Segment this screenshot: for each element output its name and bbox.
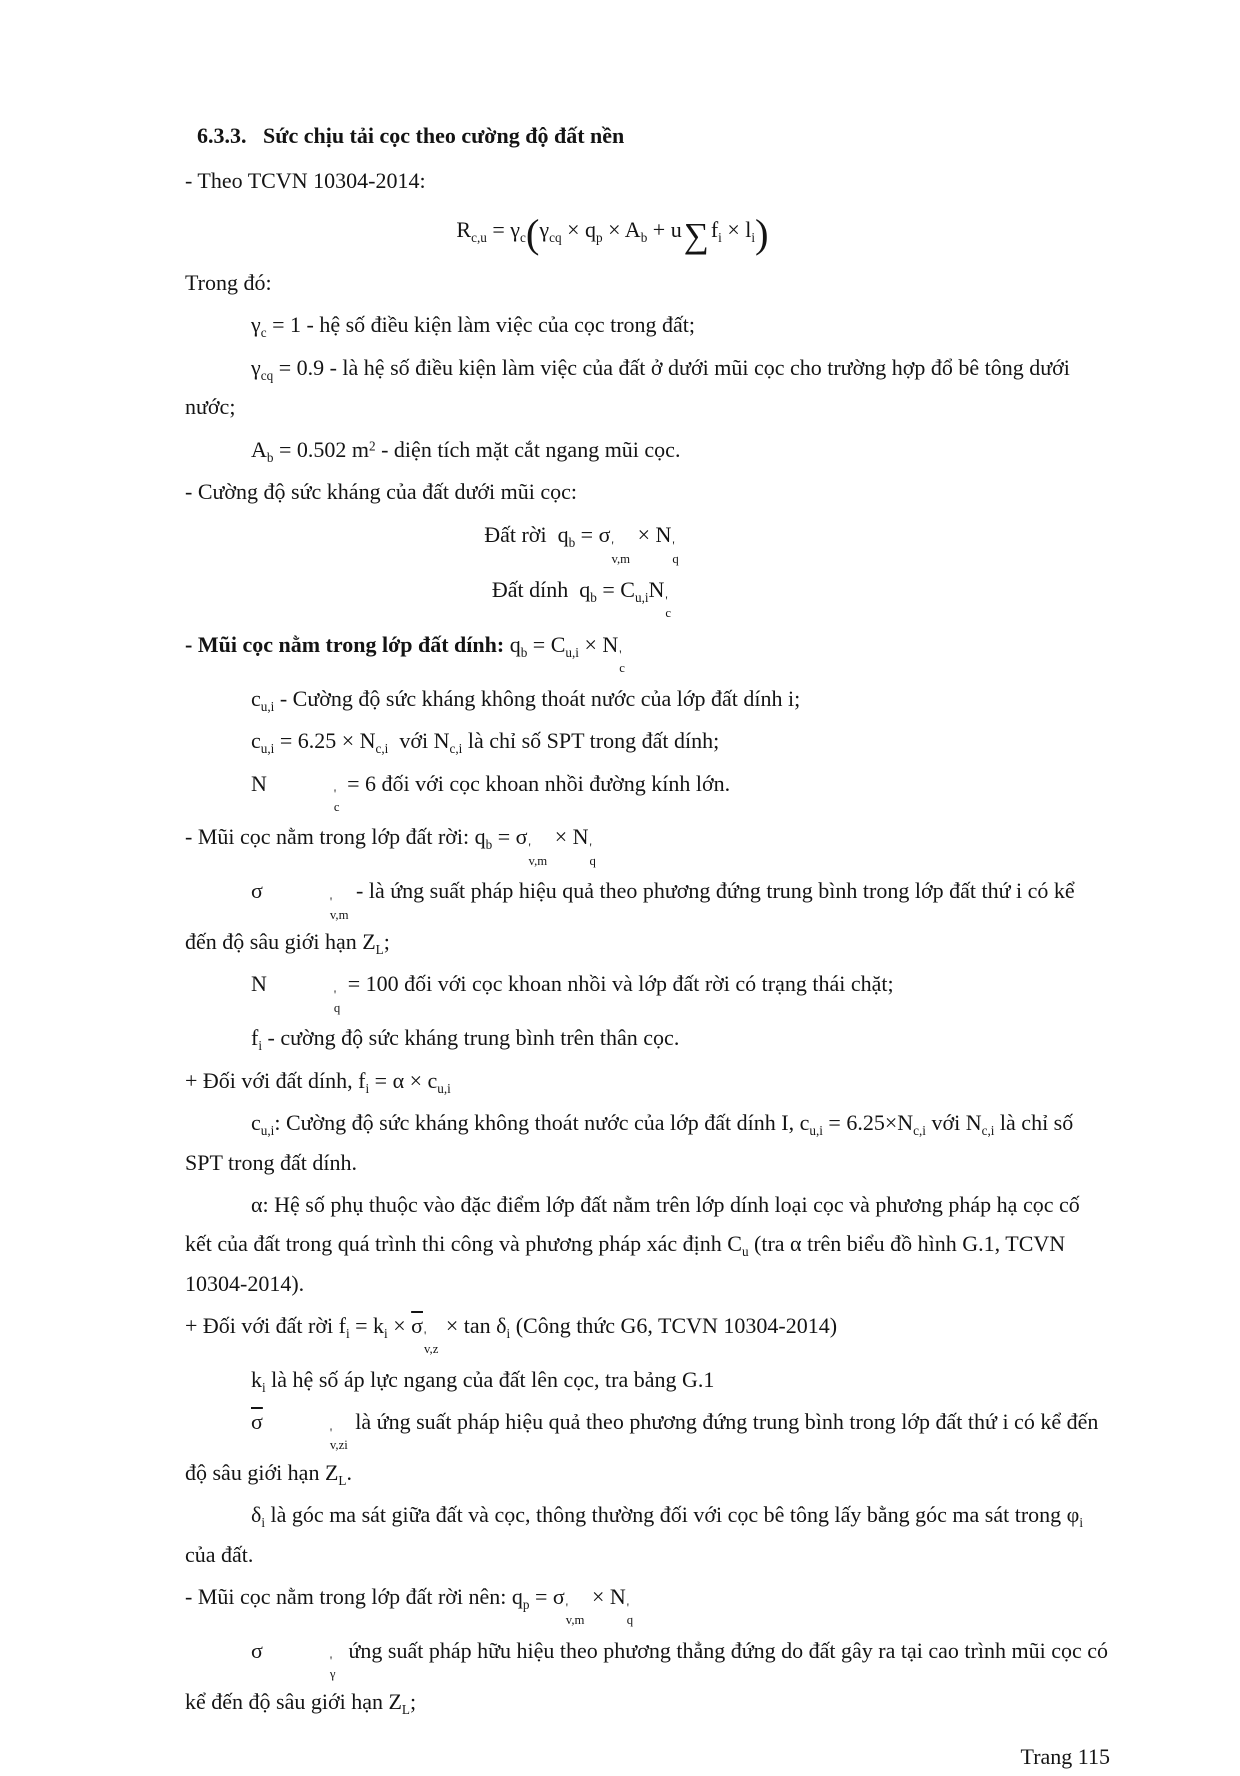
page-number: Trang 115 [1020,1744,1110,1770]
prime-subscript-stack: ' c [333,787,340,814]
prime-subscript-stack: ' v,m [329,894,349,922]
text-run: i [718,230,722,246]
text-run: i [1079,1515,1084,1531]
text-run: u,i [260,741,275,757]
page-footer [185,1737,1110,1776]
text-run: c,i [981,1123,995,1139]
text-run: = 1 - hệ số điều kiện làm việc của cọc trong đất; [266,312,696,338]
text-run: N [251,770,267,796]
formula-line [185,570,1110,621]
text-run: δ [251,1502,262,1528]
formula-line [185,515,1110,566]
text-run: là chỉ số SPT trong đất dính. [185,1110,1079,1175]
text-run: c,i [913,1123,926,1139]
prime-subscript-stack: ' v,m [611,538,631,566]
text-run: u,i [634,590,649,605]
text-run: ; [409,1688,417,1714]
text-run: = 0.502 m [273,436,370,462]
text-run: i [262,1379,266,1395]
text-line [185,430,1110,470]
text-run: - cường độ sức kháng trung bình trên thân cọc. [262,1025,680,1051]
text-run: c,i [375,741,389,757]
text-run: Đất dính [491,576,580,602]
text-run: cq [260,367,274,383]
document-body [185,116,1114,1721]
prime-subscript-stack: ' v,m [565,1600,585,1628]
text-run: : Cường độ sức kháng không thoát nước của lớp đất dính I, [274,1110,800,1136]
text-run: L [338,1472,347,1488]
text-run: là chỉ số SPT trong đất dính; [462,728,720,754]
text-run: c,i [449,741,463,757]
text-run: 2 [369,437,376,453]
text-run: f [251,1025,259,1051]
text-run: với N [925,1110,982,1136]
text-run: là ứng suất pháp hiệu quả theo phương đứng trung bình trong lớp đất thứ i có kể đến độ sâu giới hạn Z [185,1409,1104,1485]
text-run: L [401,1701,410,1717]
text-run: R [456,217,472,243]
text-run: p [522,1597,530,1613]
text-run: - diện tích mặt cắt ngang mũi cọc. [375,436,681,462]
text-line [185,625,1110,676]
text-run: c,u [471,230,487,246]
text-run: × l [721,217,752,243]
text-run: q [579,576,591,602]
text-run: - Cường độ sức kháng của đất dưới mũi cọc: [185,479,578,505]
text-line [185,161,1110,200]
text-run: k [251,1366,262,1392]
text-run: × N [578,631,619,657]
text-run: i [751,230,756,246]
text-run: u,i [565,644,579,660]
text-run: = C [527,631,566,657]
text-run: f [358,1067,366,1093]
text-run: A [251,436,267,462]
text-run: Trong đó: [185,270,272,296]
text-run: u,i [437,1080,451,1096]
text-run: - Theo TCVN 10304-2014: [185,168,426,194]
text-run: × tan δ [440,1312,507,1338]
prime-subscript-stack: ' q [589,841,596,868]
text-run: ; [383,928,390,954]
formula-line [185,210,1110,255]
prime-subscript-stack: ' q [333,988,341,1015]
text-run: ứng suất pháp hữu hiệu theo phương thẳng đứng do đất gây ra tại cao trình mũi cọc có kể đến độ sâu giới hạn Z [185,1637,1114,1714]
text-run: = σ [492,824,528,850]
text-line [185,1577,1110,1628]
text-run: ( [525,211,540,257]
text-run: = 0.9 - là hệ số điều kiện làm việc của đất ở dưới mũi cọc cho trường hợp đổ bê tông dưới nước; [185,354,1076,420]
text-run: γ [539,217,550,243]
text-line [185,348,1110,427]
text-run: + Đối với đất dính, [185,1067,359,1093]
prime-subscript-stack: ' c [619,648,625,676]
text-run: b [485,837,493,853]
text-run: 6.3.3. Sức chịu tải cọc theo cường độ đất nền [197,123,625,148]
text-run: cq [549,230,562,246]
text-run: $\overline{\sigma}$ [411,1312,423,1338]
text-run: - Mũi cọc nằm trong lớp đất rời nên: [185,1584,512,1610]
text-run: b [568,535,576,551]
text-line [185,1018,1110,1058]
text-run: (tra α trên biểu đồ hình G.1, TCVN 10304-2014). [185,1231,1071,1296]
text-run: = C [596,576,635,602]
text-line [185,1495,1110,1574]
text-line [185,305,1110,345]
text-run: i [506,1325,511,1341]
text-run: = 100 đối với cọc khoan nhồi và lớp đất rời có trạng thái chặt; [342,971,894,997]
text-run: c [251,1110,261,1136]
text-line [185,1185,1110,1303]
prime-subscript-stack: ' v,z [423,1329,439,1357]
text-run: = σ [575,522,611,548]
text-run: q [511,1584,523,1610]
text-run: - Mũi cọc nằm trong lớp đất dính: [185,631,510,657]
text-run: × N [586,1584,626,1610]
text-run: i [384,1325,388,1341]
text-run: × q [561,217,597,243]
text-run: + u [647,217,682,243]
text-run: × N [632,522,672,548]
text-run: = γ [486,217,520,243]
text-line [185,263,1110,302]
text-line [185,721,1110,761]
prime-subscript-stack: ' q [626,1600,634,1628]
text-run: $\overline{\sigma}$ [251,1409,263,1435]
text-run: u,i [260,1123,275,1139]
text-line [185,1306,1110,1357]
text-run: = 6.25×N [822,1110,914,1136]
text-run: - Cường độ sức kháng không thoát nước của lớp đất dính i; [274,685,801,711]
text-run: = k [349,1312,385,1338]
text-line [185,764,1110,815]
text-run: q [509,631,521,657]
text-line [185,817,1110,868]
text-run: α: Hệ số phụ thuộc vào đặc điểm lớp đất nằm trên lớp dính loại cọc và phương pháp hạ cọc cố kết của đất trong quá trình thi công và phương pháp xác định C [185,1191,1086,1257]
text-run: - là ứng suất pháp hiệu quả theo phương đứng trung bình trong lớp đất thứ i có kể đến độ sâu giới hạn Z [185,878,1081,954]
text-line [185,871,1110,961]
text-run: Đất rời [484,522,558,548]
text-run: b [590,590,597,605]
text-run: γ [251,312,261,338]
text-line [185,1061,1110,1101]
text-run: f [710,217,719,243]
text-run: i [345,1325,350,1341]
text-run: σ [251,1637,263,1663]
text-run: c [260,325,267,341]
prime-subscript-stack: ' q [672,538,679,566]
text-run: × A [602,217,641,243]
text-run: c [799,1110,810,1136]
text-run: γ [251,354,261,380]
text-run: i [258,1038,262,1054]
text-run: b [520,644,528,660]
text-run: = 6 đối với cọc khoan nhồi đường kính lớn. [341,770,731,796]
text-line [185,679,1110,719]
text-line [185,1360,1110,1400]
text-run: L [375,941,384,957]
text-line [185,472,1110,511]
text-run: q [474,824,486,850]
text-run: là hệ số áp lực ngang của đất lên cọc, tra bảng G.1 [265,1366,715,1392]
prime-subscript-stack: ' γ [329,1654,336,1682]
text-run: c [519,230,526,246]
text-run: × [387,1312,412,1338]
text-run: b [640,230,648,246]
text-run: c [251,728,261,754]
text-run: + Đối với đất rời [185,1312,339,1338]
prime-subscript-stack: ' v,m [528,841,548,868]
text-run: f [338,1312,346,1338]
text-run: × N [549,824,589,850]
prime-subscript-stack: ' c [665,593,672,621]
text-run: với N [388,728,450,754]
text-run: p [596,230,603,246]
text-run: = σ [529,1584,565,1610]
text-run: i [261,1515,266,1531]
text-run: N [648,576,665,602]
text-run: (Công thức G6, TCVN 10304-2014) [510,1312,838,1338]
text-run: u,i [809,1123,823,1139]
text-run: u [741,1244,749,1260]
section-heading [185,116,1110,155]
text-run: u,i [260,698,275,714]
text-run: σ [251,878,263,904]
text-run: là góc ma sát giữa đất và cọc, thông thường đối với cọc bê tông lấy bằng góc ma sát trong φ [265,1502,1080,1528]
text-run: ∑ [683,216,709,256]
text-line [185,1402,1110,1492]
text-run: = α × c [369,1067,438,1093]
text-run: q [557,522,569,548]
text-run: c [251,685,261,711]
text-run: b [266,449,274,465]
text-line [185,964,1110,1015]
text-line [185,1103,1110,1182]
text-run: N [251,971,267,997]
text-run: ) [755,211,769,257]
text-run: i [365,1080,370,1096]
prime-subscript-stack: ' v,zi [329,1425,348,1453]
text-run: của đất. [185,1502,1089,1567]
text-run: - Mũi cọc nằm trong lớp đất rời: [185,824,475,850]
text-run: = 6.25 × N [274,728,376,754]
text-line [185,1631,1114,1721]
text-run: . [346,1459,352,1485]
